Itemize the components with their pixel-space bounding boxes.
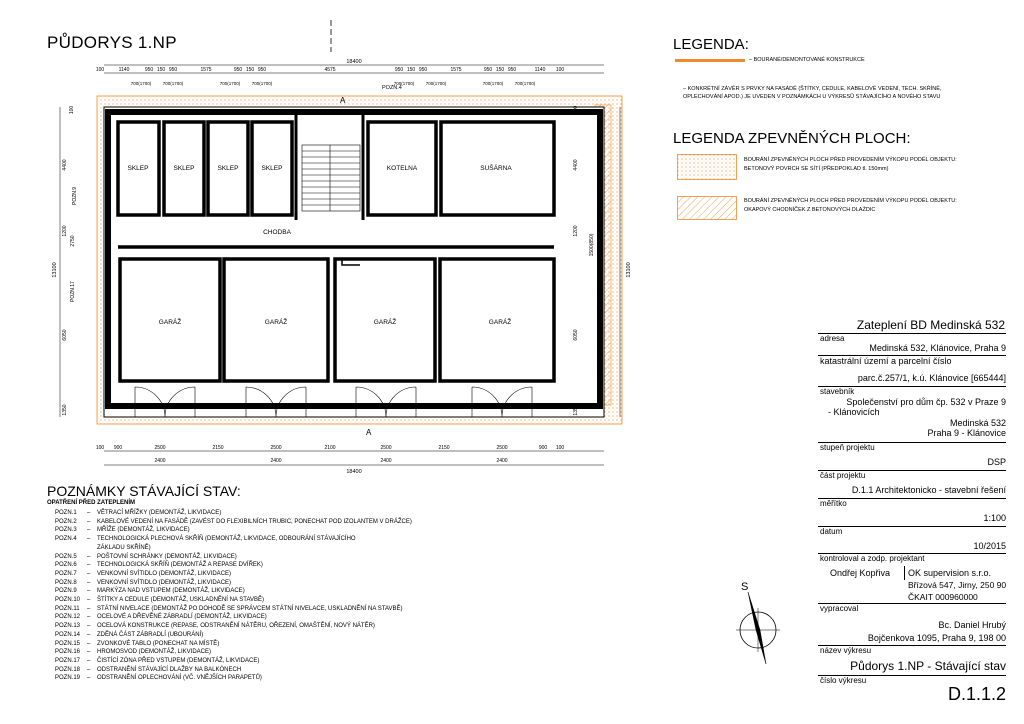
svg-text:1200: 1200 bbox=[62, 225, 68, 237]
svg-text:150: 150 bbox=[495, 67, 505, 73]
svg-text:2100: 2100 bbox=[324, 445, 336, 451]
bottom-dimension-chain bbox=[96, 445, 565, 451]
note-item bbox=[55, 588, 245, 595]
svg-text:1500(850): 1500(850) bbox=[589, 233, 595, 257]
drawing-name: Půdorys 1.NP - Stávající stav bbox=[850, 659, 1006, 673]
svg-text:100: 100 bbox=[573, 105, 579, 115]
note-item bbox=[55, 580, 231, 587]
note-dash: – bbox=[87, 605, 91, 612]
svg-text:950: 950 bbox=[483, 67, 493, 73]
note-dash: – bbox=[87, 553, 91, 560]
section-mark-top: A bbox=[340, 96, 346, 105]
note-text: OCELOVÁ KONSTRUKCE (REPASE, ODSTRANĚNÍ NÁTĚRU, OŘEZENÍ, OMAŠTĚNÍ, NOVÝ NÁTĚR) bbox=[97, 623, 375, 630]
bottom-dimension-chain-2 bbox=[154, 458, 507, 464]
note-text: MARKÝZA NAD VSTUPEM (DEMONTÁŽ, LIKVIDACE) bbox=[97, 588, 245, 595]
checked-label: kontroloval a zodp. projektant bbox=[820, 554, 925, 563]
note-dash: – bbox=[87, 623, 91, 630]
svg-text:150: 150 bbox=[406, 67, 416, 73]
note-dash: – bbox=[87, 597, 91, 603]
svg-text:100: 100 bbox=[555, 445, 565, 451]
investor-line1: Společenství pro dům čp. 532 v Praze 9 bbox=[846, 397, 1006, 407]
note-item bbox=[55, 649, 211, 656]
note-dash: – bbox=[87, 536, 91, 543]
svg-text:2500: 2500 bbox=[270, 445, 282, 451]
scale-value: 1:100 bbox=[983, 513, 1006, 523]
tag-pozn17: POZN.17 bbox=[70, 281, 76, 302]
drawing-no-label: číslo výkresu bbox=[820, 676, 867, 685]
note-item bbox=[55, 667, 241, 674]
floor-plan bbox=[40, 15, 640, 475]
note-code: POZN.18 bbox=[55, 666, 81, 673]
note-text: MŘÍŽE (DEMONTÁŽ, LIKVIDACE) bbox=[97, 527, 190, 534]
svg-text:100: 100 bbox=[555, 67, 565, 73]
room-sklep-4: SKLEP bbox=[261, 165, 283, 172]
note-dash: – bbox=[87, 518, 91, 525]
stage-value: DSP bbox=[987, 457, 1006, 467]
note-item bbox=[55, 545, 151, 552]
note-code: POZN.9 bbox=[55, 588, 77, 595]
note-item bbox=[55, 510, 221, 517]
demolition-label: – BOURANÉ/DEMONTOVANÉ KONSTRUKCE bbox=[749, 57, 865, 63]
note-dash: – bbox=[87, 510, 91, 516]
note-dash: – bbox=[87, 675, 91, 682]
north-label: S bbox=[741, 581, 749, 593]
ckait-number: ČKAIT 000960000 bbox=[908, 592, 978, 602]
svg-text:2500: 2500 bbox=[154, 445, 166, 451]
note-code: POZN.6 bbox=[55, 562, 77, 569]
note-dash: – bbox=[87, 570, 91, 577]
svg-text:6050: 6050 bbox=[573, 329, 579, 341]
svg-text:2400: 2400 bbox=[270, 458, 282, 464]
part-value: D.1.1 Architektonicko - stavební řešení bbox=[851, 485, 1006, 495]
svg-text:2400: 2400 bbox=[154, 458, 166, 464]
stage-label: stupeň projektu bbox=[820, 443, 875, 452]
note-code: POZN.11 bbox=[55, 605, 80, 612]
note-text: VENKOVNÍ SVÍTIDLO (DEMONTÁŽ, LIKVIDACE) bbox=[97, 579, 232, 586]
left-dimension-chain bbox=[62, 106, 76, 416]
notes-title: POZNÁMKY STÁVAJÍCÍ STAV: bbox=[47, 483, 241, 499]
svg-text:4400: 4400 bbox=[62, 159, 68, 171]
note-code: POZN.7 bbox=[55, 570, 77, 577]
note-text: STÁTNÍ NIVELACE (DEMONTÁŽ PO DOHODĚ SE SPRÁVCEM STÁTNÍ NIVELACE, USKLADNĚNÍ NA STAVBĚ) bbox=[97, 605, 403, 612]
svg-text:1200: 1200 bbox=[573, 225, 579, 237]
svg-text:1350: 1350 bbox=[573, 404, 579, 416]
paving-item1-line2: BETONOVÝ POVRCH SE SÍTÍ (PŘEDPOKLAD tl. 150mm) bbox=[744, 166, 889, 172]
paving-swatch-dotted bbox=[677, 154, 737, 180]
svg-text:2500: 2500 bbox=[380, 445, 392, 451]
note-dash: – bbox=[87, 614, 91, 621]
svg-text:950: 950 bbox=[507, 67, 517, 73]
svg-text:2750: 2750 bbox=[70, 235, 76, 247]
note-text: ZVONKOVÉ TABLO (PONECHAT NA MÍSTĚ) bbox=[97, 640, 220, 647]
svg-text:6050: 6050 bbox=[62, 329, 68, 341]
paving-item2-line2: OKAPOVÝ CHODNÍČEK Z BETONOVÝCH DLAŽDIC bbox=[744, 207, 876, 213]
note-text: ŠTÍTKY A CEDULE (DEMONTÁŽ, USKLADNĚNÍ NA STAVBĚ) bbox=[97, 597, 265, 603]
note-item bbox=[55, 519, 412, 526]
room-garaz-3: GARÁŽ bbox=[373, 319, 397, 326]
note-code: POZN.5 bbox=[55, 553, 77, 560]
room-sklep-3: SKLEP bbox=[217, 165, 239, 172]
building-outline bbox=[104, 107, 604, 417]
svg-text:1350: 1350 bbox=[62, 404, 68, 416]
overall-width-bottom: 18400 bbox=[346, 469, 362, 475]
note-item bbox=[55, 562, 263, 569]
svg-text:150: 150 bbox=[245, 67, 255, 73]
note-dash: – bbox=[87, 527, 91, 534]
project-title: Zateplení BD Medinská 532 bbox=[856, 318, 1005, 332]
legend-title: LEGENDA: bbox=[673, 36, 749, 53]
address-label: adresa bbox=[820, 334, 845, 343]
paving-item2-line1: BOURÁNÍ ZPEVNĚNÝCH PLOCH PŘED PROVEDENÍM VÝKOPU PODÉL OBJEKTU: bbox=[744, 198, 957, 204]
drawing-number: D.1.1.2 bbox=[947, 684, 1006, 704]
tag-pozn4: POZN.4 bbox=[382, 85, 402, 91]
note-item bbox=[55, 675, 262, 682]
svg-text:950: 950 bbox=[257, 67, 267, 73]
svg-text:100: 100 bbox=[95, 67, 105, 73]
svg-text:150: 150 bbox=[156, 67, 166, 73]
note-code: POZN.14 bbox=[55, 631, 81, 638]
cadastre-label: katastrální území a parcelní číslo bbox=[820, 356, 952, 366]
svg-text:700(1700): 700(1700) bbox=[251, 81, 273, 86]
section-mark-bottom: A bbox=[366, 428, 372, 437]
paving-item1-line1: BOURÁNÍ ZPEVNĚNÝCH PLOCH PŘED PROVEDENÍM VÝKOPU PODÉL OBJEKTU: bbox=[744, 157, 957, 163]
svg-text:1575: 1575 bbox=[450, 67, 462, 73]
investor-line2: - Klánovicích bbox=[828, 407, 880, 417]
svg-text:2150: 2150 bbox=[438, 445, 450, 451]
note-item bbox=[55, 623, 375, 630]
north-arrow bbox=[726, 578, 786, 668]
svg-text:1575: 1575 bbox=[200, 67, 212, 73]
room-sklep-2: SKLEP bbox=[173, 165, 195, 172]
room-chodba: CHODBA bbox=[263, 229, 291, 236]
note-code: POZN.15 bbox=[55, 640, 81, 647]
note-item bbox=[55, 632, 203, 639]
drawn-address: Bojčenkova 1095, Praha 9, 198 00 bbox=[867, 633, 1006, 643]
note-dash: – bbox=[87, 657, 91, 664]
note-code: POZN.13 bbox=[55, 623, 81, 630]
note-dash: – bbox=[87, 588, 91, 595]
note-item bbox=[55, 527, 190, 534]
svg-text:2150: 2150 bbox=[212, 445, 224, 451]
part-label: část projektu bbox=[820, 471, 866, 480]
note-text: VĚTRACÍ MŘÍŽKY (DEMONTÁŽ, LIKVIDACE) bbox=[97, 510, 222, 516]
note-text: ČISTÍCÍ ZÓNA PŘED VSTUPEM (DEMONTÁŽ, LIKVIDACE) bbox=[97, 657, 260, 664]
svg-text:700(1700): 700(1700) bbox=[482, 81, 504, 86]
drawn-name: Bc. Daniel Hrubý bbox=[938, 620, 1006, 630]
tag-pozn9: POZN.9 bbox=[72, 186, 78, 205]
note-dash: – bbox=[87, 649, 91, 656]
legend-note-line2: OPLECHOVÁNÍ APOD.) JE UVEDEN V POZNÁMKÁCH U VÝKRESŮ STÁVAJÍCÍHO A NOVÉHO STAVU bbox=[683, 94, 941, 100]
overall-height-left: 13100 bbox=[52, 262, 58, 278]
note-dash: – bbox=[87, 562, 91, 569]
note-dash: – bbox=[87, 640, 91, 647]
note-code: POZN.8 bbox=[55, 579, 77, 586]
note-text: TECHNOLOGICKÁ PLECHOVÁ SKŘÍŇ (DEMONTÁŽ, LIKVIDACE, ODBOURÁNÍ STÁVAJÍCÍHO bbox=[97, 536, 356, 543]
svg-text:1140: 1140 bbox=[534, 67, 546, 73]
overall-height-right: 13100 bbox=[626, 262, 632, 278]
note-item bbox=[55, 597, 264, 604]
svg-text:700(1700): 700(1700) bbox=[130, 81, 152, 86]
svg-text:700(1700): 700(1700) bbox=[393, 81, 415, 86]
note-item bbox=[55, 554, 237, 561]
svg-text:900: 900 bbox=[113, 445, 123, 451]
svg-text:4575: 4575 bbox=[324, 67, 336, 73]
page-title: PŮDORYS 1.NP bbox=[47, 33, 177, 52]
paving-legend-title: LEGENDA ZPEVNĚNÝCH PLOCH: bbox=[673, 130, 911, 147]
note-item bbox=[55, 641, 219, 648]
svg-text:1140: 1140 bbox=[118, 67, 130, 73]
note-code: POZN.3 bbox=[55, 527, 77, 534]
svg-text:100: 100 bbox=[69, 105, 75, 115]
note-code: POZN.12 bbox=[55, 614, 81, 621]
svg-text:700(1700): 700(1700) bbox=[162, 81, 184, 86]
room-garaz-4: GARÁŽ bbox=[488, 319, 512, 326]
checked-name: Ondřej Kopřiva bbox=[830, 568, 891, 578]
note-text: OCELOVÉ A DŘEVĚNÉ ZÁBRADLÍ (DEMONTÁŽ, LIKVIDACE) bbox=[97, 614, 267, 621]
svg-text:2500: 2500 bbox=[496, 445, 508, 451]
note-item bbox=[55, 606, 403, 613]
date-label: datum bbox=[820, 527, 843, 536]
notes-subtitle: OPATŘENÍ PŘED ZATEPLENÍM bbox=[47, 500, 136, 506]
note-item bbox=[55, 571, 231, 578]
svg-text:950: 950 bbox=[144, 67, 154, 73]
svg-text:700(1700): 700(1700) bbox=[514, 81, 536, 86]
investor-label: stavebník bbox=[820, 387, 855, 396]
svg-text:100: 100 bbox=[95, 445, 105, 451]
room-sklep-1: SKLEP bbox=[127, 165, 149, 172]
top-window-dims bbox=[131, 81, 536, 86]
note-code: POZN.1 bbox=[55, 510, 77, 516]
scale-label: měřítko bbox=[820, 499, 847, 508]
room-garaz-1: GARÁŽ bbox=[158, 319, 182, 326]
note-code: POZN.4 bbox=[55, 536, 77, 543]
room-susarna: SUŠÁRNA bbox=[480, 165, 512, 172]
note-text: HROMOSVOD (DEMONTÁŽ, LIKVIDACE) bbox=[97, 649, 212, 656]
overall-width-top: 18400 bbox=[346, 59, 362, 65]
note-code: POZN.2 bbox=[55, 518, 77, 525]
note-dash: – bbox=[87, 579, 91, 586]
note-code: POZN.16 bbox=[55, 649, 81, 656]
svg-text:2400: 2400 bbox=[380, 458, 392, 464]
demolition-swatch bbox=[675, 59, 745, 62]
svg-text:950: 950 bbox=[168, 67, 178, 73]
svg-text:4400: 4400 bbox=[573, 159, 579, 171]
room-kotelna: KOTELNA bbox=[386, 165, 418, 172]
drawn-label: vypracoval bbox=[820, 604, 859, 613]
note-text: ZDĚNÁ ČÁST ZÁBRADLÍ (UBOURÁNÍ) bbox=[97, 631, 204, 638]
address-value: Medinská 532, Klánovice, Praha 9 bbox=[869, 343, 1006, 353]
svg-text:950: 950 bbox=[394, 67, 404, 73]
svg-text:950: 950 bbox=[418, 67, 428, 73]
note-item bbox=[55, 658, 259, 665]
note-code: POZN.10 bbox=[55, 597, 81, 603]
company-name: OK supervision s.r.o. bbox=[908, 568, 992, 578]
svg-text:950: 950 bbox=[233, 67, 243, 73]
note-dash: – bbox=[87, 666, 91, 673]
company-address: Břízová 547, Jirny, 250 90 bbox=[908, 580, 1007, 590]
note-text: POŠTOVNÍ SCHRÁNKY (DEMONTÁŽ, LIKVIDACE) bbox=[97, 553, 237, 560]
room-garaz-2: GARÁŽ bbox=[264, 319, 288, 326]
investor-line4: Praha 9 - Klánovice bbox=[927, 428, 1006, 438]
svg-text:700(1700): 700(1700) bbox=[425, 81, 447, 86]
drawing-name-label: název výkresu bbox=[820, 646, 872, 655]
note-code: POZN.17 bbox=[55, 657, 81, 664]
date-value: 10/2015 bbox=[973, 541, 1006, 551]
note-text: ZÁKLADU SKŘÍNĚ) bbox=[97, 544, 151, 551]
legend-note-line1: – KONKRÉTNÍ ZÁVĚR S PRVKY NA FASÁDĚ (ŠTÍTKY, CEDULE, KABELOVÉ VEDENÍ, TECH. SKŘÍNĚ, bbox=[683, 86, 942, 92]
investor-line3: Medinská 532 bbox=[949, 418, 1006, 428]
cadastre-value: parc.č.257/1, k.ú. Klánovice [665444] bbox=[857, 373, 1006, 383]
top-dimension-chain bbox=[96, 67, 565, 73]
note-text: KABELOVÉ VEDENÍ NA FASÁDĚ (ZAVÉST DO FLEXIBILNÍCH TRUBIC, PONECHAT POD IZOLANTEM V DRÁŽCE) bbox=[97, 518, 412, 525]
note-code: POZN.19 bbox=[55, 675, 81, 682]
note-dash: – bbox=[87, 631, 91, 638]
svg-text:2400: 2400 bbox=[496, 458, 508, 464]
note-text: ODSTRANĚNÍ OPLECHOVÁNÍ (VČ. VNĚJŠÍCH PARAPETŮ) bbox=[97, 675, 262, 682]
svg-text:700(1700): 700(1700) bbox=[219, 81, 241, 86]
note-text: TECHNOLOGICKÁ SKŘÍŇ (DEMONTÁŽ A REPASE DVÍŘEK) bbox=[97, 562, 263, 569]
svg-text:900: 900 bbox=[538, 445, 548, 451]
note-text: VENKOVNÍ SVÍTIDLO (DEMONTÁŽ, LIKVIDACE) bbox=[97, 570, 232, 577]
paving-swatch-hatched bbox=[677, 196, 737, 220]
note-item bbox=[55, 614, 267, 621]
note-item bbox=[55, 536, 356, 543]
note-text: ODSTRANĚNÍ STÁVAJÍCÍ DLAŽBY NA BALKÓNECH bbox=[97, 666, 242, 673]
